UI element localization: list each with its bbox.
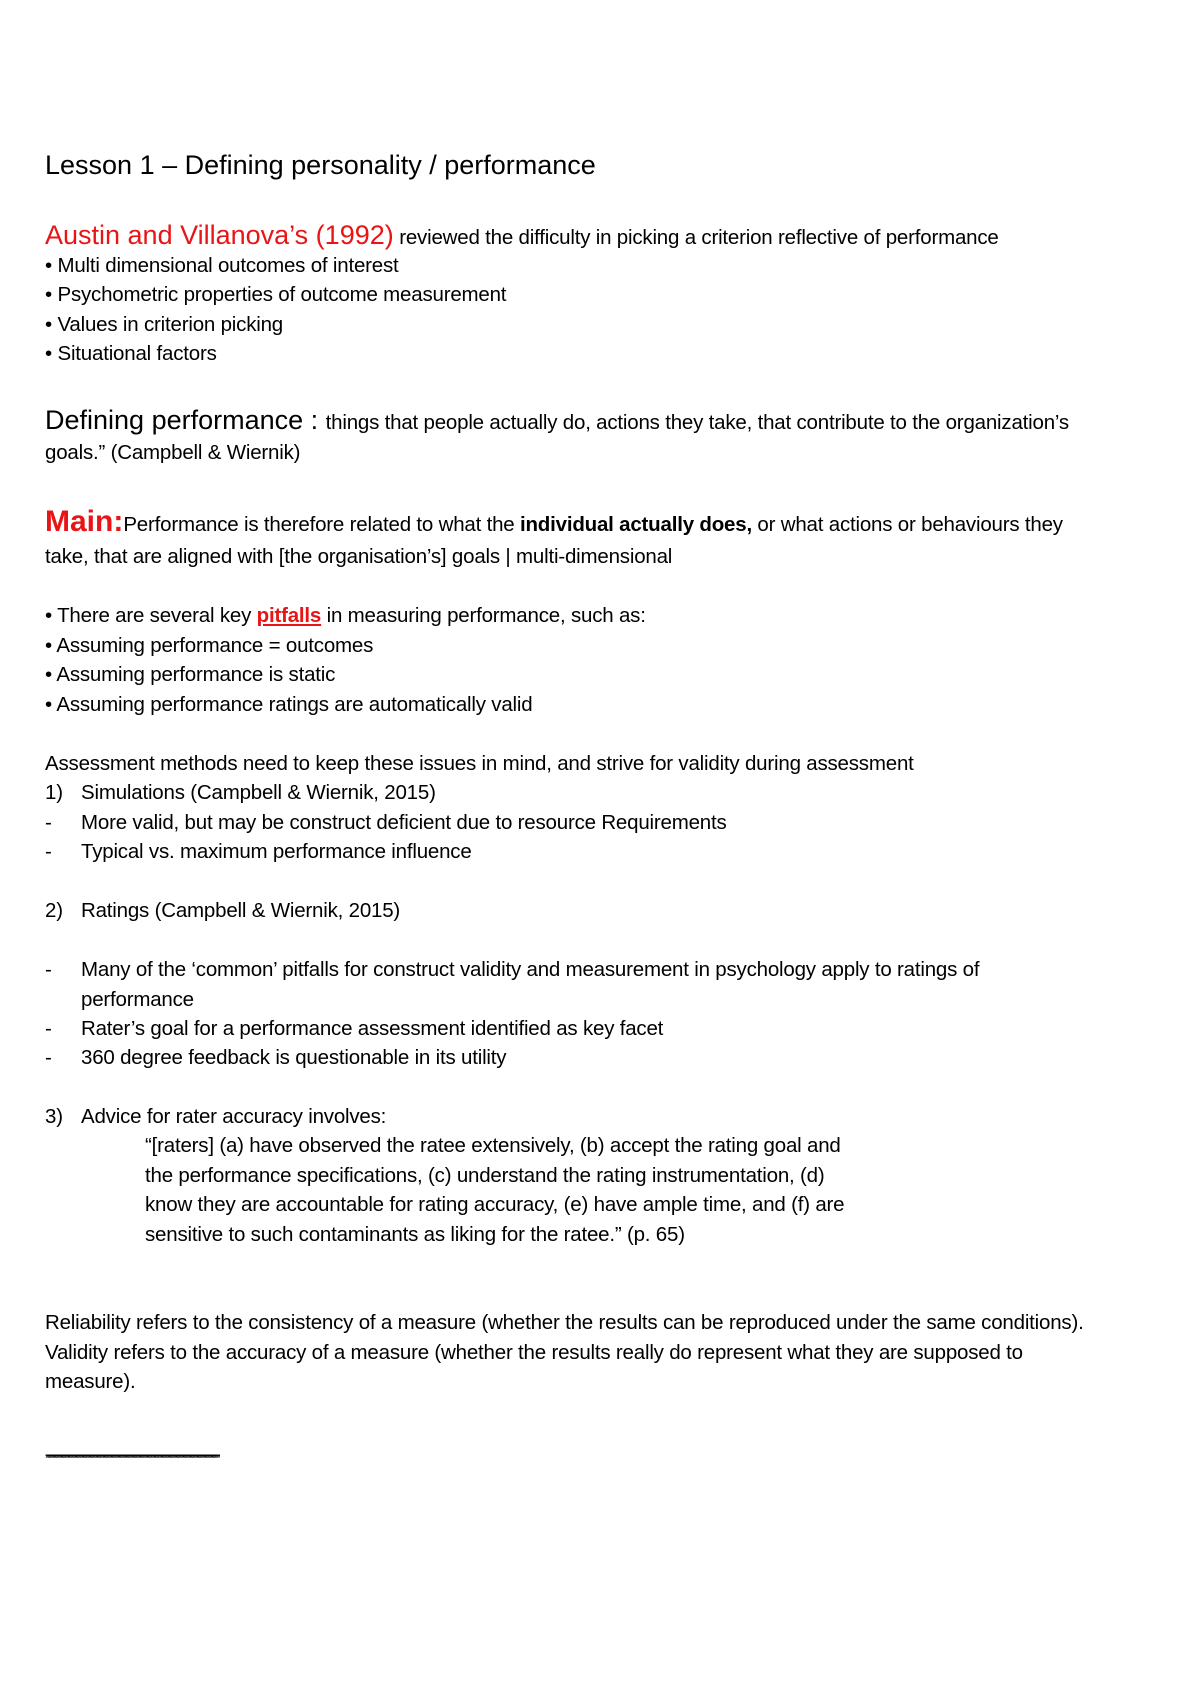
- validity-text: Validity refers to the accuracy of a measure (whether the results really do represent what they are supposed to: [45, 1341, 1023, 1364]
- simulations-point-text: Typical vs. maximum performance influence: [81, 840, 472, 863]
- quote-line: sensitive to such contaminants as liking for the ratee.” (p. 65): [145, 1223, 685, 1246]
- austin-bullet: • Multi dimensional outcomes of interest: [45, 254, 399, 277]
- pitfall-item: • Assuming performance = outcomes: [45, 634, 374, 657]
- austin-bullet: • Psychometric properties of outcome measurement: [45, 283, 507, 306]
- quote-line: “[raters] (a) have observed the ratee extensively, (b) accept the rating goal and: [145, 1134, 841, 1157]
- simulations-label: Simulations (Campbell & Wiernik, 2015): [81, 781, 436, 804]
- austin-text: reviewed the difficulty in picking a criterion reflective of performance: [393, 226, 999, 249]
- validity-text-cont: measure).: [45, 1370, 136, 1393]
- pitfalls-intro-text: in measuring performance, such as:: [321, 604, 646, 627]
- main-text: Performance is therefore related to what the: [123, 513, 520, 536]
- defining-text-cont: goals.” (Campbell & Wiernik): [45, 441, 301, 464]
- assessment-intro: Assessment methods need to keep these issues in mind, and strive for validity during assessment: [45, 752, 914, 775]
- ratings-label: Ratings (Campbell & Wiernik, 2015): [81, 899, 401, 922]
- austin-line: [45, 222, 999, 249]
- ratings-point-text: Rater’s goal for a performance assessment identified as key facet: [81, 1017, 664, 1040]
- ratings-point-text: 360 degree feedback is questionable in its utility: [81, 1046, 507, 1069]
- austin-bullet: • Values in criterion picking: [45, 313, 283, 336]
- pitfalls-keyword: pitfalls: [256, 604, 322, 627]
- ratings-point: [45, 1048, 506, 1069]
- list-number: 2): [45, 899, 63, 922]
- ratings-point: [45, 1019, 663, 1040]
- dash-marker: -: [45, 1017, 52, 1040]
- pitfall-item: • Assuming performance ratings are automatically valid: [45, 693, 533, 716]
- divider-glyphs: ””””””””””””””””””””””””””””””””””””””””””””””””””””””””””””””””””””””””””””””””””””””””””””””””””””””””””””””””””””””””””””””””””””””””””””””””””””: [45, 1451, 217, 1461]
- defining-line: [45, 407, 1069, 434]
- austin-bullet: • Situational factors: [45, 342, 217, 365]
- pitfall-item: • Assuming performance is static: [45, 663, 336, 686]
- pitfalls-intro: [45, 606, 646, 627]
- dash-marker: -: [45, 811, 52, 834]
- dash-marker: -: [45, 1046, 52, 1069]
- advice-label: Advice for rater accuracy involves:: [81, 1105, 387, 1128]
- main-line: [45, 507, 1063, 537]
- simulations-point: [45, 842, 472, 863]
- dash-marker: -: [45, 840, 52, 863]
- defining-text: things that people actually do, actions they take, that contribute to the organization’s: [325, 411, 1069, 434]
- ratings-item: [45, 901, 400, 922]
- reliability-text: Reliability refers to the consistency of a measure (whether the results can be reproduced under the same conditions).: [45, 1311, 1084, 1334]
- main-heading: Main:: [45, 505, 124, 538]
- list-number: 3): [45, 1105, 63, 1128]
- austin-heading: Austin and Villanova’s (1992): [45, 220, 394, 250]
- quote-line: the performance specifications, (c) understand the rating instrumentation, (d): [145, 1164, 825, 1187]
- simulations-item: [45, 783, 436, 804]
- divider-line: [45, 1451, 1185, 1461]
- ratings-point-text: Many of the ‘common’ pitfalls for construct validity and measurement in psychology apply to ratings of: [81, 958, 980, 981]
- main-text: or what actions or behaviours they: [751, 513, 1063, 536]
- main-text-cont: take, that are aligned with [the organisation’s] goals | multi-dimensional: [45, 545, 673, 568]
- simulations-point: [45, 813, 727, 834]
- ratings-point: [45, 960, 979, 981]
- ratings-point-cont: performance: [81, 988, 194, 1011]
- page-title: Lesson 1 – Defining personality / performance: [45, 150, 596, 180]
- simulations-point-text: More valid, but may be construct deficient due to resource Requirements: [81, 811, 727, 834]
- quote-line: know they are accountable for rating accuracy, (e) have ample time, and (f) are: [145, 1193, 845, 1216]
- list-number: 1): [45, 781, 63, 804]
- pitfalls-intro-text: • There are several key: [45, 604, 257, 627]
- defining-heading: Defining performance :: [45, 405, 326, 435]
- dash-marker: -: [45, 958, 52, 981]
- main-text-bold: individual actually does,: [519, 513, 752, 536]
- advice-item: [45, 1107, 386, 1128]
